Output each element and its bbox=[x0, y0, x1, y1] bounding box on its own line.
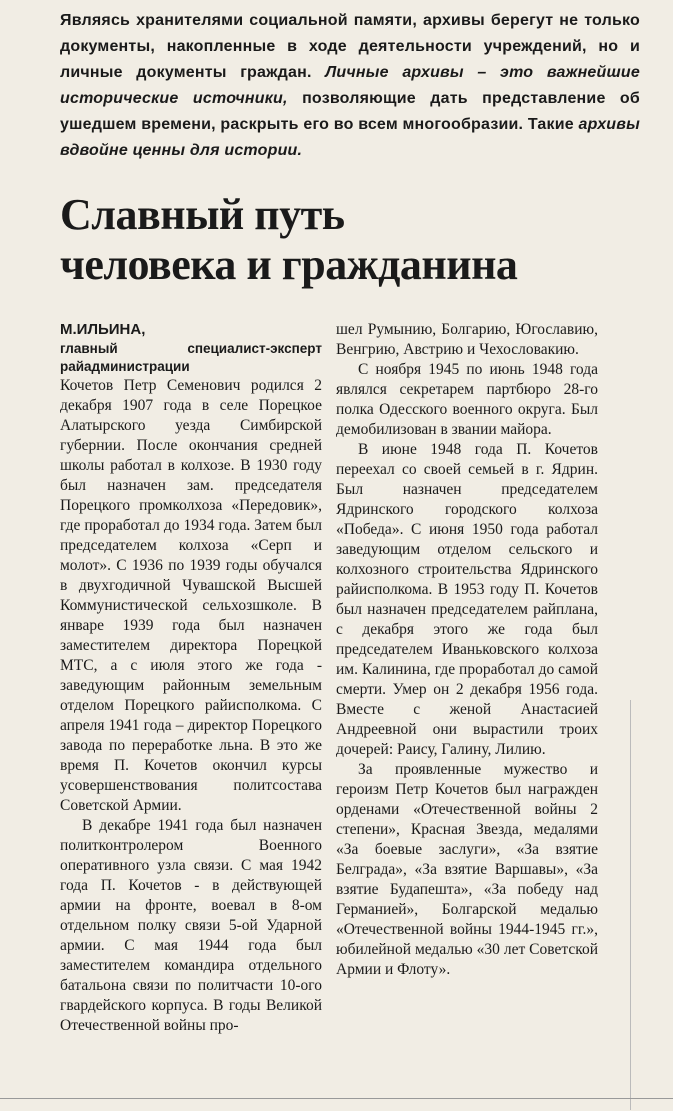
intro-text-3: позволяющие дать представление об ушедшем времени, раскрыть его во всем многообразии. Такие bbox=[60, 90, 640, 133]
author-name: М.ИЛЬИНА, bbox=[60, 321, 146, 338]
right-column bbox=[336, 320, 598, 980]
left-column bbox=[60, 320, 322, 1036]
intro-paragraph bbox=[60, 8, 640, 164]
intro-text-4: архивы вдвойне ценны для истории. bbox=[60, 116, 640, 159]
article-title bbox=[60, 190, 660, 290]
title-line-2: человека и гражданина bbox=[60, 240, 518, 289]
intro-text-1: Являясь хранителями социальной памяти, архивы берегут не только документы, накопленные в ходе деятельности учреждений, но и личные документы граждан. bbox=[60, 12, 640, 81]
title-line-1: Славный путь bbox=[60, 190, 345, 239]
intro-text-2: Личные архивы – это важнейшие исторические источники, bbox=[60, 64, 640, 107]
author-role: главный специалист-эксперт райадминистрации bbox=[60, 341, 322, 374]
paragraph: Кочетов Петр Семенович родился 2 декабря 1907 года в селе Порецкое Алатырского уезда Симбирской губернии. После окончания средней школы работал в колхозе. В 1930 году был назначен зам. председателя Порецкого промколхоза «Передовик», где проработал до 1934 года. Затем был председателем колхоза «Серп и молот». С 1936 по 1939 годы обучался в двухгодичной Чувашской Высшей Коммунистической сельхозшколе. В январе 1939 года был назначен заместителем директора Порецкой МТС, а с июля этого же года - заведующим районным земельным отделом Порецкого райисполкома. С апреля 1941 года – директор Порецкого завода по переработке льна. В это же время П. Кочетов окончил курсы усовершенствования политсостава Советской Армии. bbox=[60, 377, 322, 814]
bottom-rule bbox=[0, 1098, 673, 1099]
column-divider bbox=[630, 700, 631, 1110]
paragraph: В июне 1948 года П. Кочетов переехал со своей семьей в г. Ядрин. Был назначен председателем Ядринского городского колхоза «Победа». С июня 1950 года работал заведующим отделом сельского и колхозного строительства Ядринского райисполкома. В 1953 году П. Кочетов был назначен председателем райплана, с декабря этого же года был председателем Иваньковского колхоза им. Калинина, где проработал до самой смерти. Умер он 2 декабря 1956 года. Вместе с женой Анастасией Андреевной они вырастили троих дочерей: Раису, Галину, Лилию. bbox=[336, 441, 598, 758]
paragraph: шел Румынию, Болгарию, Югославию, Венгрию, Австрию и Чехословакию. bbox=[336, 321, 598, 358]
paragraph: С ноября 1945 по июнь 1948 года являлся секретарем партбюро 28-го полка Одесского военного округа. Был демобилизован в звании майора. bbox=[336, 361, 598, 438]
paragraph: За проявленные мужество и героизм Петр Кочетов был награжден орденами «Отечественной войны 2 степени», Красная Звезда, медалями «За боевые заслуги», «За взятие Белграда», «За взятие Варшавы», «За взятие Будапешта», «За победу над Германией», Болгарской медалью «Отечественной войны 1944-1945 гг.», юбилейной медалью «30 лет Советской Армии и Флоту». bbox=[336, 761, 598, 978]
paragraph: В декабре 1941 года был назначен политконтролером Военного оперативного узла связи. С мая 1942 года П. Кочетов - в действующей армии на фронте, воевал в 8-ом отдельном полку связи 5-ой Ударной армии. С мая 1944 года был заместителем командира отдельного батальона связи по политчасти 10-ого гвардейского корпуса. В годы Великой Отечественной войны про- bbox=[60, 817, 322, 1034]
